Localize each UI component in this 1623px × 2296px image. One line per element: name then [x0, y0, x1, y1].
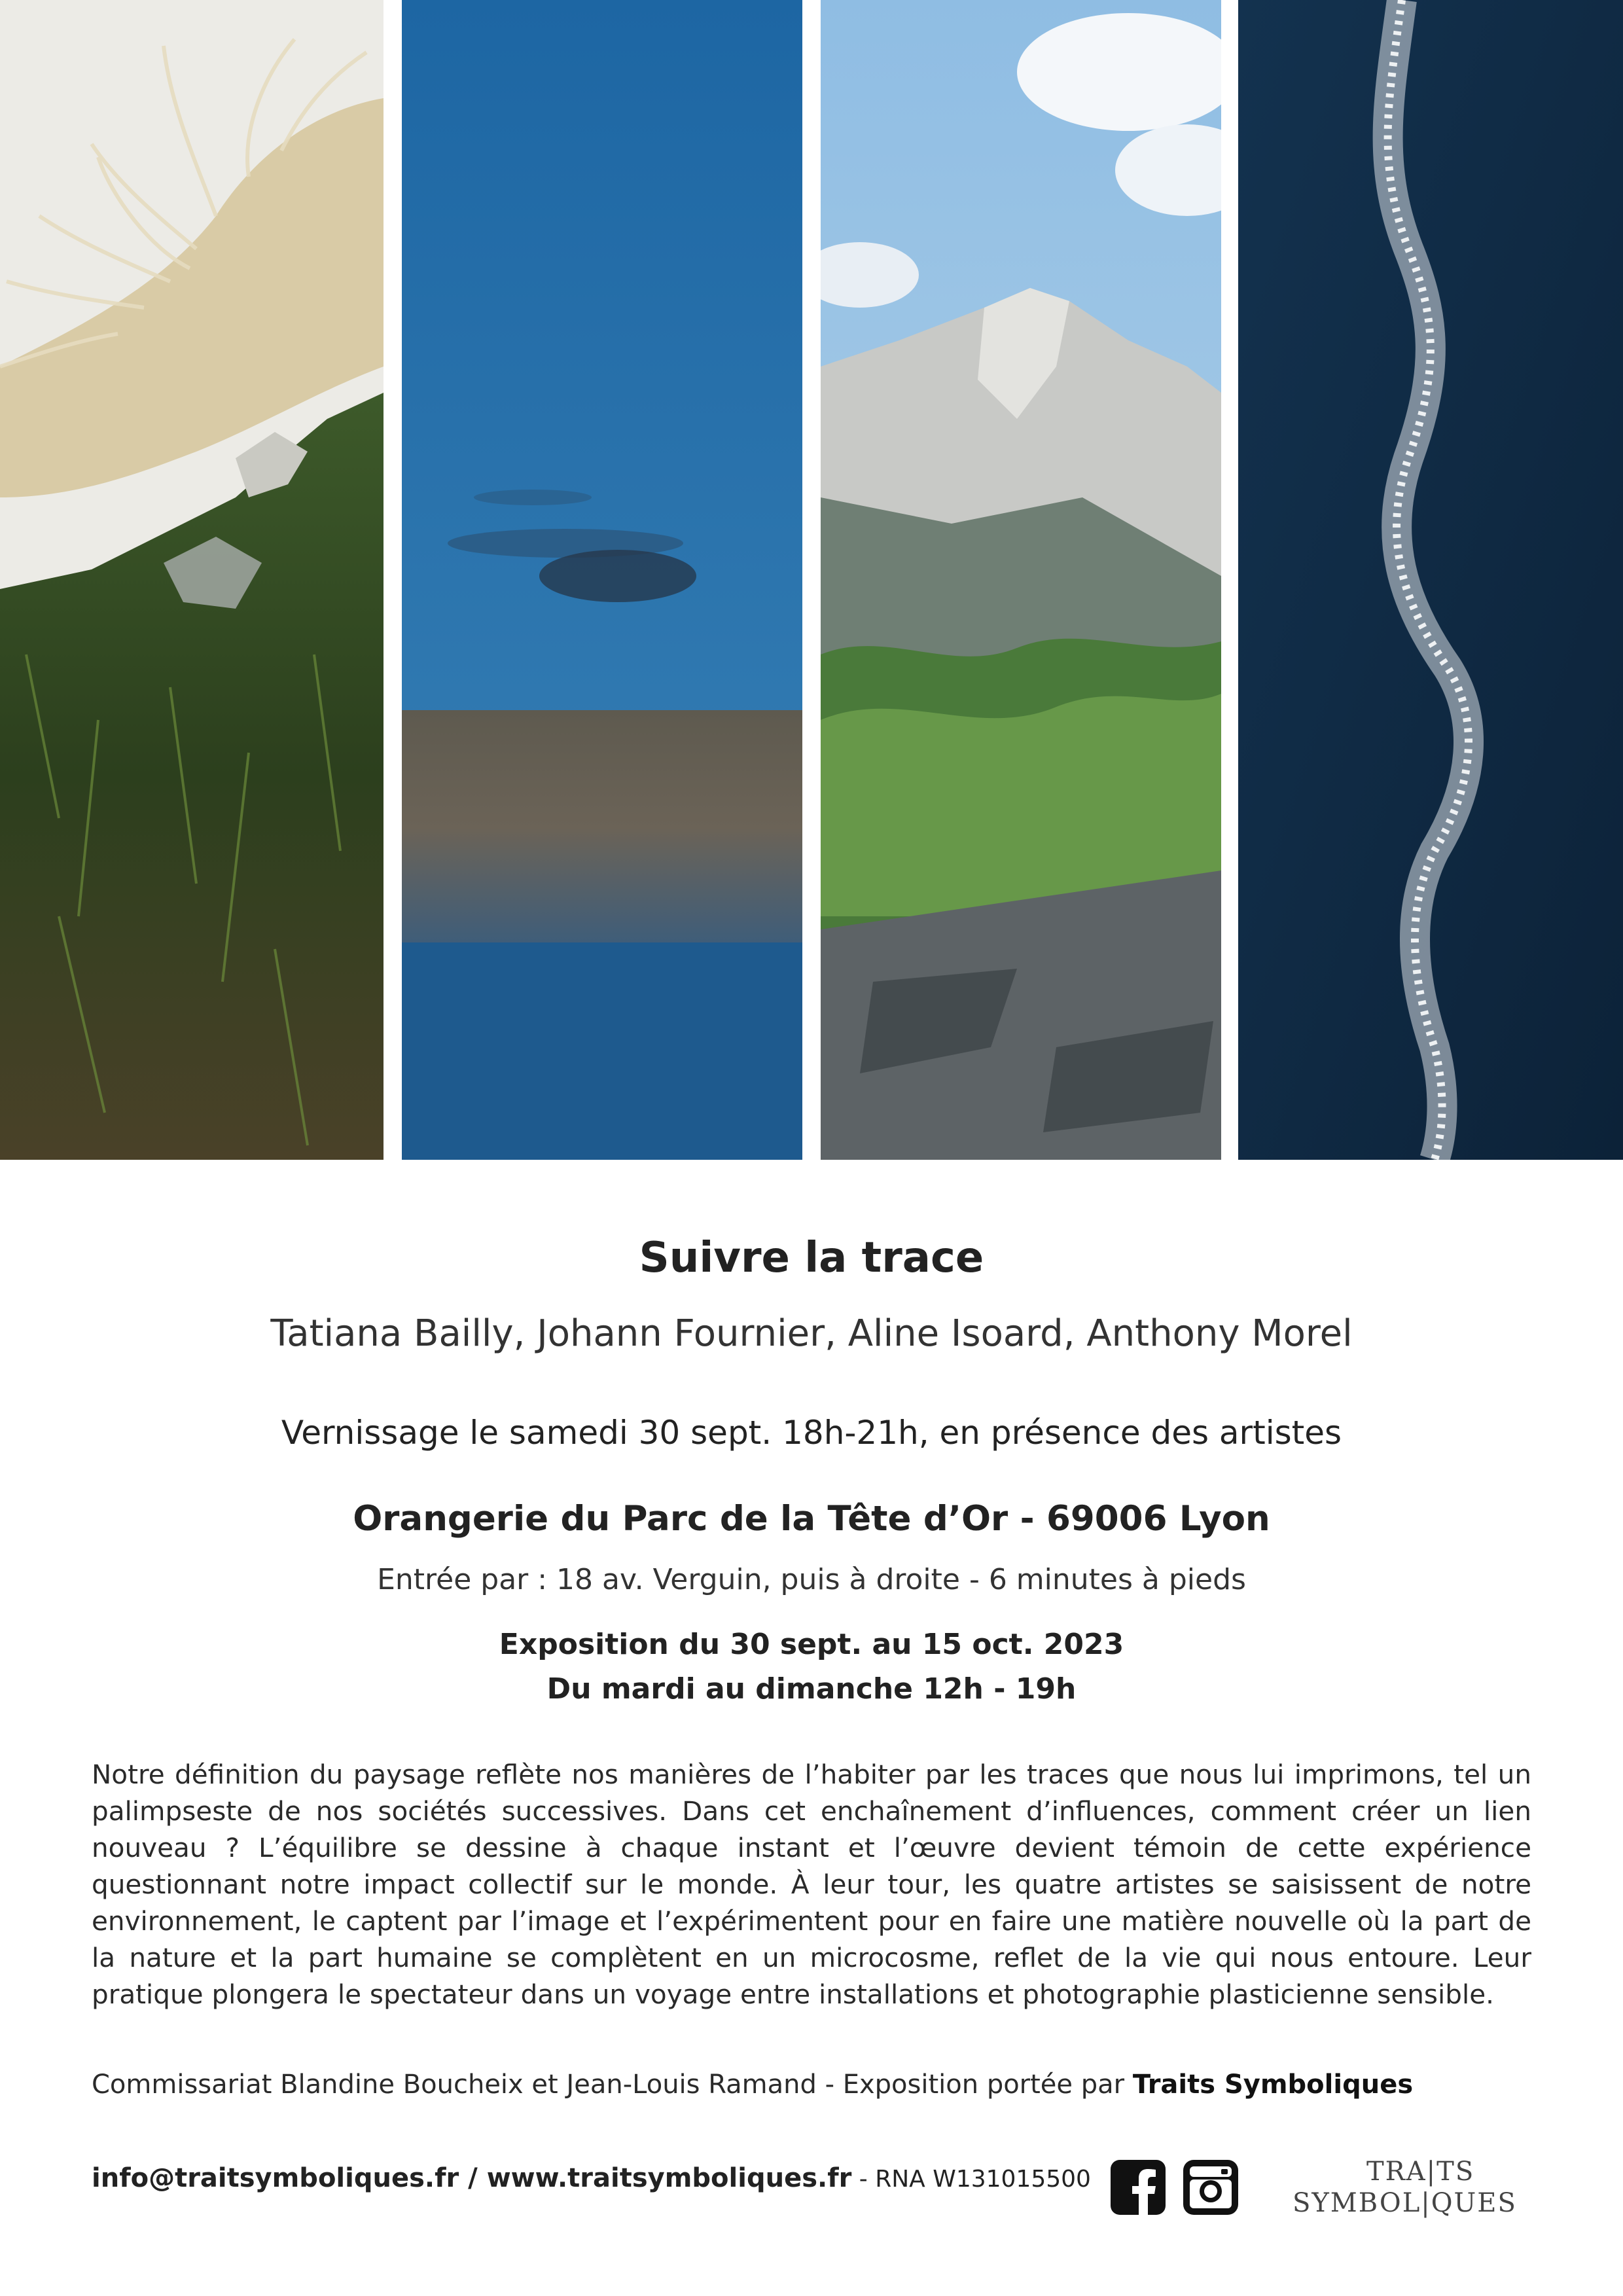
contact-separator: /	[459, 2163, 487, 2193]
credits	[92, 2070, 1413, 2100]
footer-contact	[92, 2163, 1091, 2193]
artists-list: Tatiana Bailly, Johann Fournier, Aline Isoard, Anthony Morel	[270, 1312, 1353, 1355]
vernissage-info: Vernissage le samedi 30 sept. 18h-21h, en présence des artistes	[281, 1414, 1342, 1452]
opening-hours: Du mardi au dimanche 12h - 19h	[546, 1672, 1077, 1706]
website-link[interactable]: www.traitsymboliques.fr	[486, 2163, 852, 2193]
venue-address: Orangerie du Parc de la Tête d’Or - 69006 Lyon	[353, 1499, 1270, 1539]
credits-text: Commissariat Blandine Boucheix et Jean-Louis Ramand - Exposition portée par	[92, 2070, 1133, 2100]
logo-line-2: SYMBOL|QUES	[1293, 2188, 1517, 2218]
exhibition-dates: Exposition du 30 sept. au 15 oct. 2023	[499, 1628, 1124, 1661]
artwork-mountain-painting	[821, 0, 1221, 1160]
instagram-icon[interactable]	[1183, 2160, 1238, 2215]
entry-directions: Entrée par : 18 av. Verguin, puis à droite - 6 minutes à pieds	[377, 1563, 1246, 1596]
exhibition-title: Suivre la trace	[639, 1234, 984, 1282]
artwork-cyanotype-net	[1238, 0, 1623, 1160]
rna-number: - RNA W131015500	[851, 2166, 1091, 2193]
artwork-murmuration	[402, 0, 802, 1160]
logo-line-1: TRA|TS	[1366, 2157, 1475, 2187]
facebook-icon[interactable]	[1111, 2160, 1166, 2215]
credits-organization: Traits Symboliques	[1132, 2070, 1414, 2100]
email-link[interactable]: info@traitsymboliques.fr	[92, 2163, 459, 2193]
exhibition-description: Notre définition du paysage reflète nos manières de l’habiter par les traces que nous lui imprimons, tel un palimpseste de nos sociétés successives. Dans cet enchaînement d’influences, comment créer un lien nouveau ? L’équilibre se dessine à chaque instant et l’œuvre devient témoin de cette expérience questionnant notre impact collectif sur le monde. À leur tour, les quatre artistes se saisissent de notre environnement, le captent par l’image et l’expérimentent pour en faire une matière nouvelle où la part de la nature et la part humaine se complètent en un microcosme, reflet de la vie qui nous entoure. Leur pratique plongera le spectateur dans un voyage entre installations et photographie plasticienne sensible.	[92, 1759, 1531, 2010]
artwork-textile-fringe	[0, 0, 383, 1160]
